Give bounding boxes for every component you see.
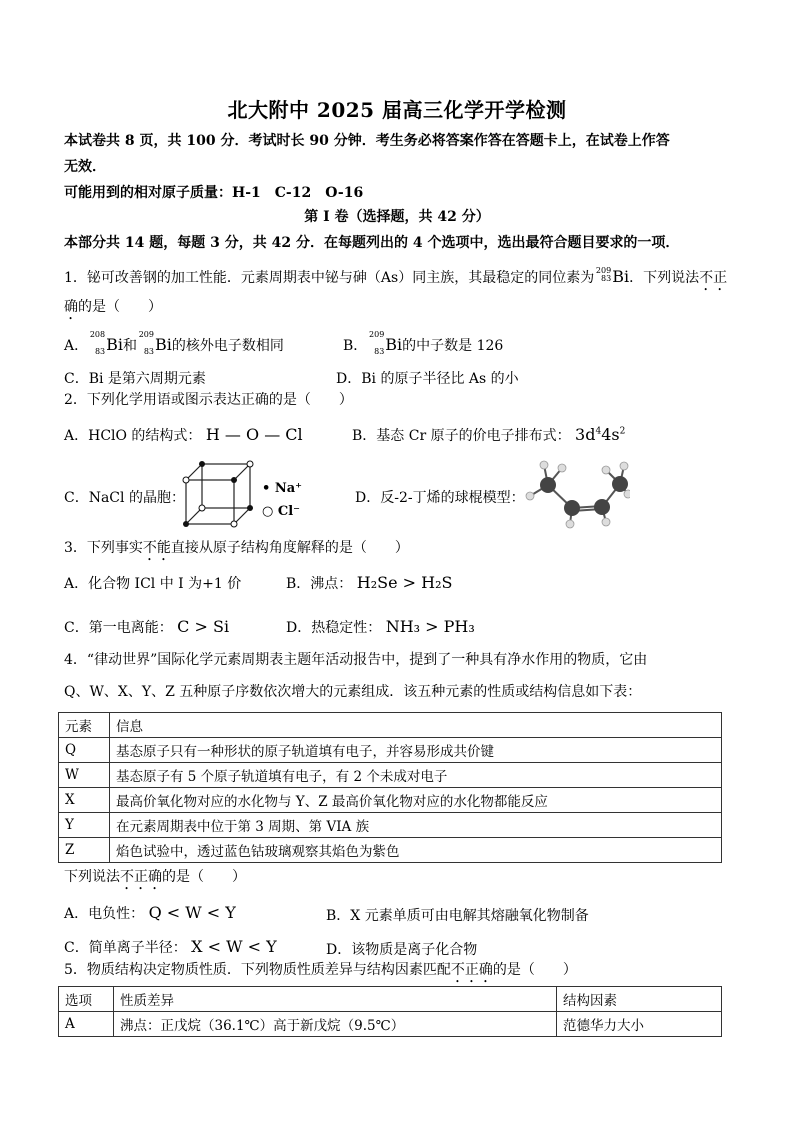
table-cell: 基态原子有 5 个原子轨道填有电子，有 2 个未成对电子 — [110, 763, 722, 788]
q4-question: 下列说法不正确的是（ ） — [64, 869, 246, 885]
atomic-mass-note: 可能用到的相对原子质量：H-1 C-12 O-16 — [64, 185, 364, 201]
table-header-cell: 选项 — [59, 987, 114, 1012]
table-row — [59, 788, 722, 813]
table-row — [59, 763, 722, 788]
table-row — [59, 813, 722, 838]
table-header-cell: 结构因素 — [557, 987, 722, 1012]
intro-line-2: 无效． — [64, 159, 106, 175]
table-cell: 焰色试验中，透过蓝色钴玻璃观察其焰色为紫色 — [110, 838, 722, 863]
section-description: 本部分共 14 题，每题 3 分，共 42 分．在每题列出的 4 个选项中，选出最符合题目要求的一项． — [64, 235, 680, 251]
q1-option-c: C．Bi 是第六周期元素 — [64, 371, 206, 387]
q4-option-d: D．该物质是离子化合物 — [326, 942, 478, 958]
table-row — [59, 838, 722, 863]
table-header-cell: 性质差异 — [114, 987, 557, 1012]
q1-option-b: B． 209 83 Bi的中子数是 126 — [343, 330, 504, 356]
q3-option-a: A．化合物 ICl 中 I 为+1 价 — [64, 576, 242, 592]
q4-option-c: C．简单离子半径： X < W < Y — [64, 937, 277, 956]
section-heading: 第 I 卷（选择题，共 42 分） — [304, 209, 490, 225]
q4-stem-2: Q、W、X、Y、Z 五种原子序数依次增大的元素组成．该五种元素的性质或结构信息如下表： — [64, 684, 642, 700]
q4-option-a: A．电负性： Q < W < Y — [64, 903, 236, 922]
table-cell: W — [59, 763, 110, 788]
table-cell: 最高价氧化物对应的水化物与 Y、Z 最高价氧化物对应的水化物都能反应 — [110, 788, 722, 813]
q3-option-b: B．沸点： H₂Se > H₂S — [286, 573, 453, 592]
table-header-row — [59, 987, 722, 1012]
table-header-row — [59, 713, 722, 738]
q2-option-a: A．HClO 的结构式： H — O — Cl — [64, 425, 303, 444]
table-row — [59, 1012, 722, 1037]
q3-option-d: D．热稳定性： NH₃ > PH₃ — [286, 617, 475, 636]
trans-2-butene-ball-stick-model — [520, 458, 630, 530]
q4-element-table — [58, 712, 722, 863]
table-header-cell: 元素 — [59, 713, 110, 738]
table-cell: Q — [59, 738, 110, 763]
nacl-unit-cell-diagram — [180, 460, 260, 530]
q5-stem: 5．物质结构决定物质性质．下列物质性质差异与结构因素匹配不正确的是（ ） — [64, 962, 577, 978]
table-cell: 范德华力大小 — [557, 1012, 722, 1037]
table-cell: 基态原子只有一种形状的原子轨道填有电子，并容易形成共价键 — [110, 738, 722, 763]
table-cell: A — [59, 1012, 114, 1037]
q3-option-c: C．第一电离能： C > Si — [64, 617, 230, 636]
intro-line-1: 本试卷共 8 页，共 100 分．考试时长 90 分钟．考生务必将答案作答在答题卡上，在试卷上作答 — [64, 133, 670, 149]
table-cell: 沸点：正戊烷（36.1℃）高于新戊烷（9.5℃） — [114, 1012, 557, 1037]
q2-option-c: C．NaCl 的晶胞： — [64, 490, 185, 506]
q2-stem: 2．下列化学用语或图示表达正确的是（ ） — [64, 392, 353, 408]
q2-option-d: D．反-2-丁烯的球棍模型： — [355, 490, 525, 506]
q5-property-table — [58, 986, 722, 1037]
q3-stem: 3．下列事实不能直接从原子结构角度解释的是（ ） — [64, 540, 409, 556]
q1-option-a: A． 208 83 Bi和 209 83 Bi的核外电子数相同 — [64, 330, 284, 356]
q1-stem-cont: 确的是（ ） — [64, 299, 162, 315]
table-cell: 在元素周期表中位于第 3 周期、第 VIA 族 — [110, 813, 722, 838]
q1-stem: 1．铋可改善钢的加工性能．元素周期表中铋与砷（As）同主族，其最稳定的同位素为 209 83 Bi．下列说法不正 — [64, 266, 728, 286]
table-row — [59, 738, 722, 763]
q4-option-b: B．X 元素单质可由电解其熔融氧化物制备 — [326, 908, 589, 924]
table-cell: X — [59, 788, 110, 813]
cl-legend: ○ Cl⁻ — [262, 504, 301, 519]
table-cell: Z — [59, 838, 110, 863]
table-cell: Y — [59, 813, 110, 838]
table-header-cell: 信息 — [110, 713, 722, 738]
exam-title: 北大附中 2025 届高三化学开学检测 — [227, 98, 567, 122]
q1-option-d: D．Bi 的原子半径比 As 的小 — [336, 371, 519, 387]
q4-stem-1: 4．“律动世界”国际化学元素周期表主题年活动报告中，提到了一种具有净水作用的物质，它由 — [64, 652, 648, 668]
na-legend: • Na⁺ — [262, 481, 303, 496]
q2-option-b: B．基态 Cr 原子的价电子排布式： $3d^44s^2$ — [352, 425, 626, 444]
